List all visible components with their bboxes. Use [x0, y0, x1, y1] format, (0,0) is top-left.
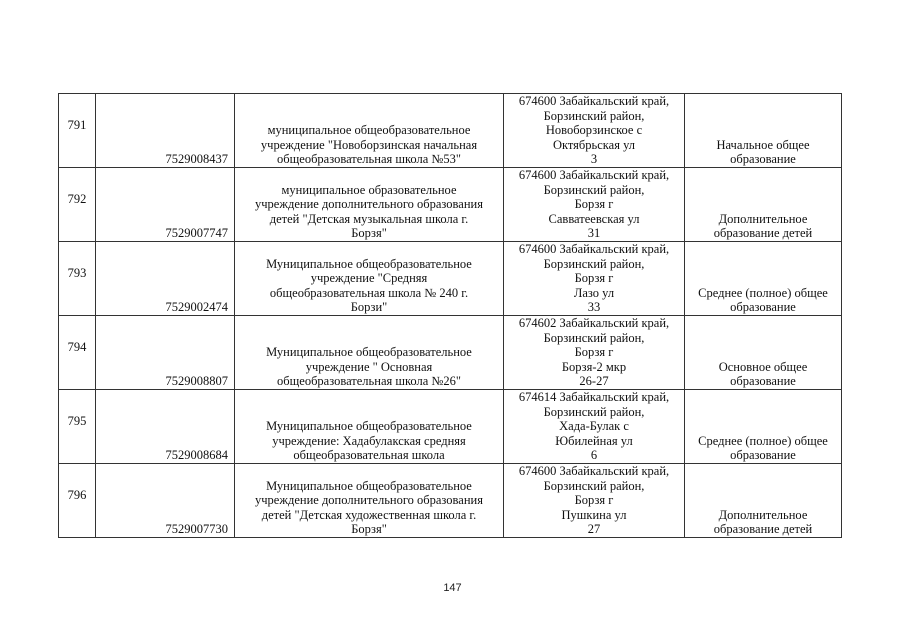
- address-line: 26-27: [579, 374, 609, 389]
- row-number: 793: [67, 266, 87, 280]
- table-row: [59, 316, 842, 390]
- inn-value: 7529008807: [165, 374, 228, 389]
- address-cell: [504, 390, 685, 464]
- education-type-line: образование: [730, 300, 796, 315]
- institution-name-line: учреждение "Средняя: [310, 271, 428, 286]
- institution-name-line: общеобразовательная школа № 240 г.: [269, 285, 469, 300]
- address-line: Юбилейная ул: [555, 433, 633, 448]
- inn-value: 7529008437: [165, 152, 228, 167]
- registry-table: [58, 93, 842, 538]
- institution-name-line: общеобразовательная школа №53": [277, 152, 461, 167]
- institution-name-line: детей "Детская музыкальная школа г.: [269, 211, 469, 226]
- institution-name-line: Муниципальное общеобразовательное: [266, 478, 472, 493]
- education-type-line: Основное общее: [718, 359, 808, 374]
- institution-name-cell: [235, 242, 504, 316]
- address-cell: [504, 168, 685, 242]
- education-type-line: образование: [730, 448, 796, 463]
- education-type-line: Начальное общее: [716, 137, 810, 152]
- row-number-cell: [59, 242, 96, 316]
- address-line: Октябрьская ул: [552, 137, 636, 152]
- education-type-cell: [685, 316, 842, 390]
- education-type-cell: [685, 94, 842, 168]
- row-number-cell: [59, 390, 96, 464]
- institution-name-line: учреждение: Хадабулакская средняя: [272, 433, 466, 448]
- row-number-cell: [59, 464, 96, 538]
- education-type-line: образование детей: [713, 226, 813, 241]
- page-number: 147: [443, 582, 462, 594]
- address-line: 6: [590, 448, 598, 463]
- row-number-cell: [59, 316, 96, 390]
- address-line: 674600 Забайкальский край,: [518, 242, 670, 257]
- institution-name-line: учреждение " Основная: [305, 359, 433, 374]
- institution-name-line: муниципальное образовательное: [281, 182, 457, 197]
- row-number: 796: [67, 488, 87, 502]
- row-number-cell: [59, 168, 96, 242]
- address-line: Борзя г: [574, 197, 614, 212]
- institution-name-line: муниципальное общеобразовательное: [267, 123, 471, 138]
- inn-value: 7529002474: [165, 300, 228, 315]
- education-type-cell: [685, 242, 842, 316]
- row-number: 794: [67, 340, 87, 354]
- institution-name-cell: [235, 316, 504, 390]
- inn-cell: [96, 168, 235, 242]
- education-type-cell: [685, 390, 842, 464]
- inn-cell: [96, 464, 235, 538]
- institution-name-line: Борзя": [351, 226, 387, 241]
- address-line: Лазо ул: [573, 285, 615, 300]
- address-line: Борзинский район,: [543, 256, 645, 271]
- inn-cell: [96, 316, 235, 390]
- address-line: 27: [587, 522, 601, 537]
- address-cell: [504, 316, 685, 390]
- table-row: [59, 390, 842, 464]
- inn-cell: [96, 242, 235, 316]
- institution-name-cell: [235, 390, 504, 464]
- address-line: Борзинский район,: [543, 404, 645, 419]
- address-line: 3: [590, 152, 598, 167]
- table-row: [59, 242, 842, 316]
- education-type-line: образование детей: [713, 522, 813, 537]
- inn-value: 7529008684: [165, 448, 228, 463]
- inn-value: 7529007747: [165, 226, 228, 241]
- registry-table-body: [59, 94, 842, 538]
- inn-cell: [96, 94, 235, 168]
- education-type-cell: [685, 464, 842, 538]
- education-type-line: образование: [730, 152, 796, 167]
- address-line: Борзинский район,: [543, 182, 645, 197]
- institution-name-line: общеобразовательная школа: [293, 448, 445, 463]
- institution-name-line: общеобразовательная школа №26": [277, 374, 461, 389]
- address-line: Борзя-2 мкр: [561, 359, 627, 374]
- address-line: 674602 Забайкальский край,: [518, 316, 670, 331]
- institution-name-line: Муниципальное общеобразовательное: [266, 256, 472, 271]
- institution-name-cell: [235, 464, 504, 538]
- address-cell: [504, 94, 685, 168]
- address-cell: [504, 464, 685, 538]
- education-type-line: образование: [730, 374, 796, 389]
- institution-name-line: учреждение "Новоборзинская начальная: [260, 137, 478, 152]
- address-line: Хада-Булак с: [559, 419, 629, 434]
- inn-cell: [96, 390, 235, 464]
- address-line: Новоборзинское с: [545, 123, 643, 138]
- inn-value: 7529007730: [165, 522, 228, 537]
- address-line: 674600 Забайкальский край,: [518, 464, 670, 479]
- address-line: Пушкина ул: [561, 507, 627, 522]
- address-line: Борзя г: [574, 345, 614, 360]
- table-row: [59, 94, 842, 168]
- institution-name-line: учреждение дополнительного образования: [255, 493, 483, 508]
- institution-name-line: Муниципальное общеобразовательное: [266, 419, 472, 434]
- row-number: 792: [67, 192, 87, 206]
- education-type-cell: [685, 168, 842, 242]
- address-line: Борзя г: [574, 271, 614, 286]
- institution-name-line: Муниципальное общеобразовательное: [266, 345, 472, 360]
- table-row: [59, 168, 842, 242]
- institution-name-line: детей "Детская художественная школа г.: [261, 507, 477, 522]
- address-line: 31: [587, 226, 601, 241]
- address-line: Борзинский район,: [543, 330, 645, 345]
- education-type-line: Дополнительное: [718, 507, 808, 522]
- institution-name-line: Борзи": [350, 300, 388, 315]
- education-type-line: Среднее (полное) общее: [698, 433, 828, 448]
- address-line: Борзя г: [574, 493, 614, 508]
- institution-name-line: учреждение дополнительного образования: [255, 197, 483, 212]
- education-type-line: Среднее (полное) общее: [698, 285, 828, 300]
- address-line: Савватеевская ул: [548, 211, 640, 226]
- address-line: 674600 Забайкальский край,: [518, 168, 670, 183]
- row-number: 791: [67, 118, 87, 132]
- institution-name-line: Борзя": [351, 522, 387, 537]
- address-line: 674600 Забайкальский край,: [518, 94, 670, 109]
- address-line: 674614 Забайкальский край,: [518, 390, 670, 405]
- institution-name-cell: [235, 168, 504, 242]
- address-line: Борзинский район,: [543, 478, 645, 493]
- address-cell: [504, 242, 685, 316]
- institution-name-cell: [235, 94, 504, 168]
- address-line: 33: [587, 300, 601, 315]
- table-row: [59, 464, 842, 538]
- address-line: Борзинский район,: [543, 108, 645, 123]
- row-number-cell: [59, 94, 96, 168]
- education-type-line: Дополнительное: [718, 211, 808, 226]
- row-number: 795: [67, 414, 87, 428]
